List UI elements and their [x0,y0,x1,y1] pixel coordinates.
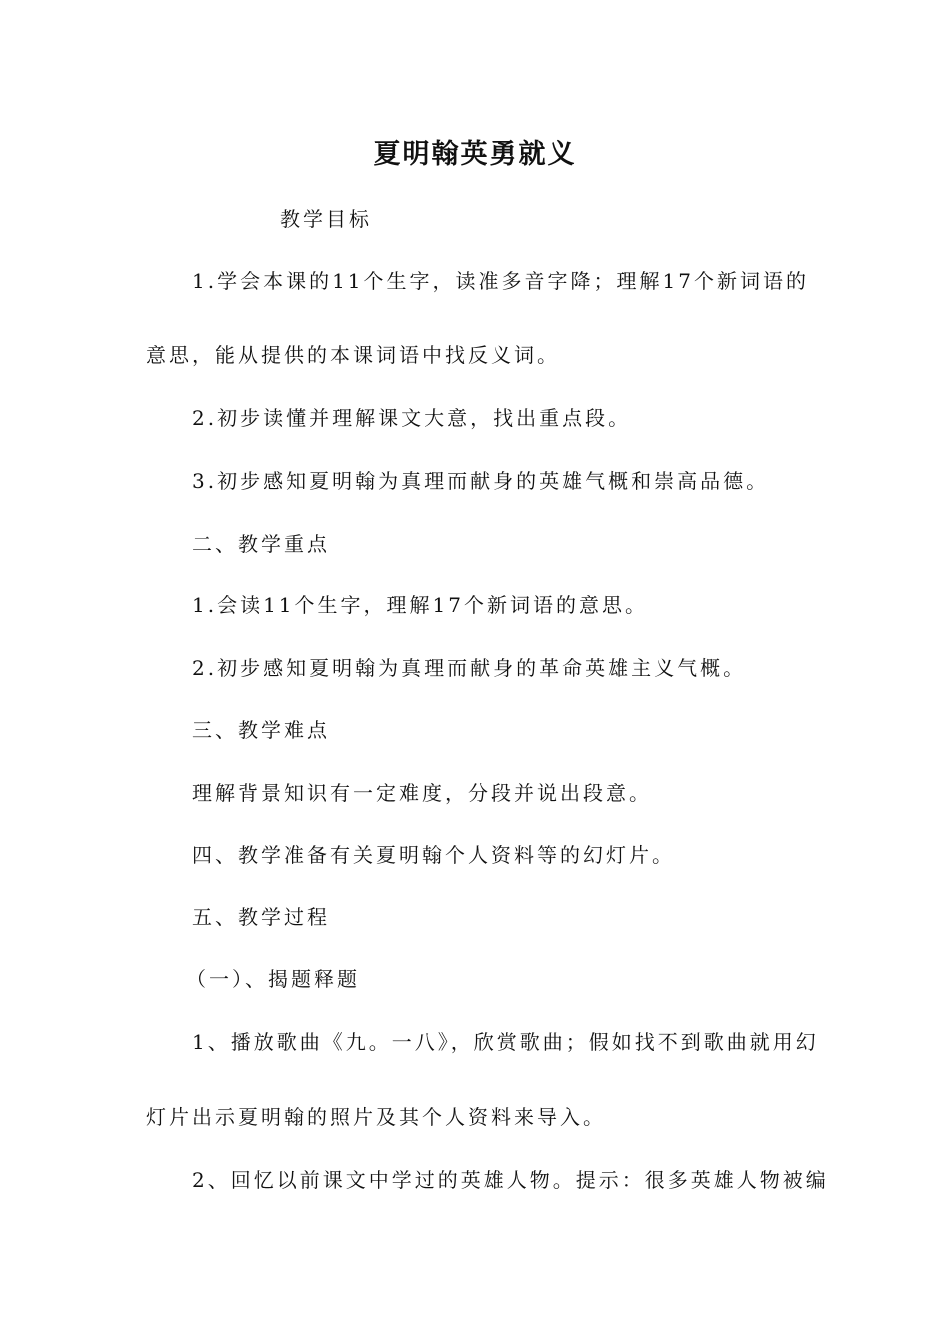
paragraph-line: 1.会读11个生字，理解17个新词语的意思。 [192,593,648,617]
paragraph-line: 意思，能从提供的本课词语中找反义词。 [146,343,560,367]
paragraph-line: 四、教学准备有关夏明翰个人资料等的幻灯片。 [192,843,675,867]
paragraph-line: 教学目标 [280,207,372,231]
section-heading: 三、教学难点 [192,718,330,742]
paragraph-line: 1、播放歌曲《九。一八》，欣赏歌曲；假如找不到歌曲就用幻 [192,1030,819,1054]
section-heading: 五、教学过程 [192,905,330,929]
document-title: 夏明翰英勇就义 [373,139,577,170]
paragraph-line: 3.初步感知夏明翰为真理而献身的英雄气概和崇高品德。 [192,469,770,493]
section-heading: 二、教学重点 [192,532,330,556]
paragraph-line: 2.初步读懂并理解课文大意，找出重点段。 [192,406,632,430]
paragraph-line: 灯片出示夏明翰的照片及其个人资料来导入。 [146,1105,606,1129]
paragraph-line: 理解背景知识有一定难度，分段并说出段意。 [192,781,652,805]
paragraph-line: 1.学会本课的11个生字，读准多音字降；理解17个新词语的 [192,269,809,293]
paragraph-line: 2、回忆以前课文中学过的英雄人物。提示：很多英雄人物被编 [192,1168,829,1192]
subsection-heading: （一）、揭题释题 [186,967,360,991]
paragraph-line: 2.初步感知夏明翰为真理而献身的革命英雄主义气概。 [192,656,747,680]
